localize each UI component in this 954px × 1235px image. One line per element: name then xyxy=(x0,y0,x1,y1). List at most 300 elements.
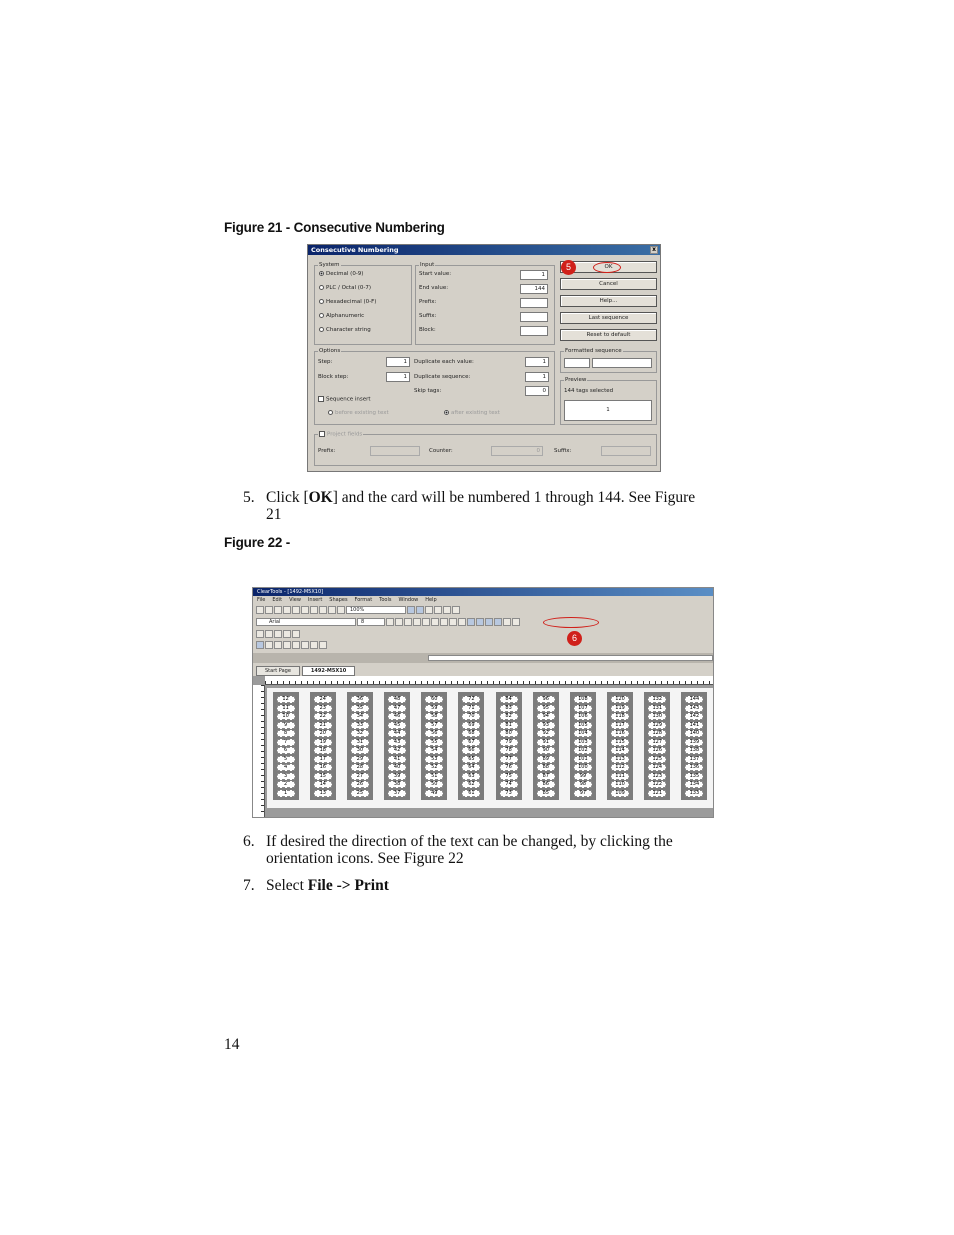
marker-column xyxy=(421,692,447,800)
marker-tag[interactable]: 16 xyxy=(314,764,332,771)
step-7 xyxy=(243,877,703,894)
marker-tag[interactable]: 121 xyxy=(648,790,666,797)
project-counter-input[interactable]: 0 xyxy=(491,446,543,456)
marker-tag[interactable]: 53 xyxy=(425,756,443,763)
preview-box: 1 xyxy=(564,400,652,421)
marker-tag[interactable]: 47 xyxy=(388,705,406,712)
dialog-title: Consecutive Numbering xyxy=(311,246,399,254)
figure-21-caption: Figure 21 - Consecutive Numbering xyxy=(224,220,445,235)
suffix-input[interactable] xyxy=(520,312,548,322)
marker-tag[interactable]: 133 xyxy=(685,790,703,797)
duplicate-sequence-input[interactable]: 1 xyxy=(525,372,549,382)
marker-column xyxy=(384,692,410,800)
radio-after-existing[interactable]: after existing text xyxy=(444,410,500,417)
shapes-toolbar xyxy=(256,641,327,650)
help-button[interactable]: Help... xyxy=(560,295,657,307)
valign-middle-icon[interactable] xyxy=(449,618,457,626)
marker-tag[interactable]: 118 xyxy=(611,713,629,720)
dialog-titlebar xyxy=(308,245,660,255)
start-value-input[interactable]: 1 xyxy=(520,270,548,280)
barcode-tool-icon[interactable] xyxy=(310,641,318,649)
copy-icon[interactable] xyxy=(310,606,318,614)
last-sequence-button[interactable]: Last sequence xyxy=(560,312,657,324)
marker-tag[interactable]: 29 xyxy=(351,756,369,763)
formatted-prefix-input[interactable] xyxy=(564,358,590,368)
radio-selected-icon xyxy=(444,410,449,415)
end-value-input[interactable]: 144 xyxy=(520,284,548,294)
tab-1492-m5x10[interactable]: 1492-M5X10 xyxy=(302,666,355,676)
orientation-180-icon[interactable] xyxy=(485,618,493,626)
marker-tag[interactable]: 73 xyxy=(500,790,518,797)
marker-tag[interactable]: 115 xyxy=(611,739,629,746)
marker-tag[interactable]: 4 xyxy=(277,764,295,771)
marker-tag[interactable]: 80 xyxy=(500,730,518,737)
marker-tag[interactable]: 1 xyxy=(277,790,295,797)
underline-icon[interactable] xyxy=(404,618,412,626)
checkbox-icon[interactable] xyxy=(319,431,325,437)
marker-tag[interactable]: 104 xyxy=(574,730,592,737)
marker-tag[interactable]: 142 xyxy=(685,713,703,720)
radio-decimal[interactable]: Decimal (0-9) xyxy=(319,271,363,278)
zoom-select[interactable]: 100% xyxy=(346,606,406,614)
marker-tag[interactable]: 112 xyxy=(611,764,629,771)
marker-tag[interactable]: 117 xyxy=(611,722,629,729)
marker-tag[interactable]: 138 xyxy=(685,747,703,754)
end-value-label: End value: xyxy=(419,285,449,291)
marker-tag[interactable]: 140 xyxy=(685,730,703,737)
marker-tag[interactable]: 58 xyxy=(425,713,443,720)
marker-tag[interactable]: 28 xyxy=(351,764,369,771)
select-icon[interactable] xyxy=(256,641,264,649)
ok-button[interactable]: OK xyxy=(560,261,657,273)
marker-tag[interactable]: 129 xyxy=(648,722,666,729)
marker-tag[interactable]: 54 xyxy=(425,747,443,754)
marker-tag[interactable]: 32 xyxy=(351,730,369,737)
orientation-highlight-ring xyxy=(543,617,599,628)
marker-tag[interactable]: 124 xyxy=(648,764,666,771)
marker-tag[interactable]: 66 xyxy=(462,747,480,754)
marker-tag[interactable]: 105 xyxy=(574,722,592,729)
page-number: 14 xyxy=(224,1036,240,1053)
marker-tag[interactable]: 116 xyxy=(611,730,629,737)
marker-tag[interactable]: 22 xyxy=(314,713,332,720)
marker-column xyxy=(681,692,707,800)
marker-tag[interactable]: 135 xyxy=(685,773,703,780)
project-fields-label: Project fields xyxy=(318,431,363,439)
text-tool-icon[interactable] xyxy=(265,641,273,649)
vertical-ruler xyxy=(253,685,265,818)
font-size-select[interactable]: 8 xyxy=(357,618,385,626)
marker-tag[interactable]: 126 xyxy=(648,747,666,754)
table-tool-icon[interactable] xyxy=(319,641,327,649)
marker-card xyxy=(267,688,713,808)
marker-tag[interactable]: 56 xyxy=(425,730,443,737)
block-step-input[interactable]: 1 xyxy=(386,372,410,382)
prefix-input[interactable] xyxy=(520,298,548,308)
menu-item-file[interactable]: File xyxy=(257,597,266,603)
duplicate-sequence-label: Duplicate sequence: xyxy=(414,374,471,380)
radio-icon xyxy=(328,410,333,415)
project-suffix-input[interactable] xyxy=(601,446,651,456)
marker-tag[interactable]: 131 xyxy=(648,705,666,712)
project-prefix-input[interactable] xyxy=(370,446,420,456)
marker-tag[interactable]: 79 xyxy=(500,739,518,746)
menu-item-edit[interactable]: Edit xyxy=(272,597,283,603)
marker-tag[interactable]: 27 xyxy=(351,773,369,780)
marker-tag[interactable]: 93 xyxy=(537,722,555,729)
marker-tag[interactable]: 3 xyxy=(277,773,295,780)
checkbox-icon xyxy=(318,396,324,402)
marker-tag[interactable]: 42 xyxy=(388,747,406,754)
step-6 xyxy=(243,833,703,867)
marker-tag[interactable]: 134 xyxy=(685,781,703,788)
marker-tag[interactable]: 88 xyxy=(537,764,555,771)
marker-tag[interactable]: 102 xyxy=(574,747,592,754)
marker-tag[interactable]: 60 xyxy=(425,696,443,703)
design-canvas[interactable] xyxy=(253,676,714,818)
marker-tag[interactable]: 95 xyxy=(537,705,555,712)
bold-icon[interactable] xyxy=(386,618,394,626)
orientation-90-icon[interactable] xyxy=(476,618,484,626)
open-icon[interactable] xyxy=(265,606,273,614)
marker-tag[interactable]: 8 xyxy=(277,730,295,737)
marker-tag[interactable]: 12 xyxy=(277,696,295,703)
menu-item-tools[interactable]: Tools xyxy=(379,597,392,603)
options-group-label: Options xyxy=(319,348,341,354)
cancel-button[interactable]: Cancel xyxy=(560,278,657,290)
marker-tag[interactable]: 65 xyxy=(462,756,480,763)
marker-tag[interactable]: 44 xyxy=(388,730,406,737)
valign-top-icon[interactable] xyxy=(440,618,448,626)
project-prefix-label: Prefix: xyxy=(318,448,336,454)
marker-tag[interactable]: 23 xyxy=(314,705,332,712)
marker-tag[interactable]: 100 xyxy=(574,764,592,771)
radio-before-existing[interactable]: before existing text xyxy=(328,410,389,417)
step-6-number: 6. xyxy=(243,833,255,850)
marker-tag[interactable]: 43 xyxy=(388,739,406,746)
close-icon[interactable]: x xyxy=(650,246,658,254)
italic-icon[interactable] xyxy=(395,618,403,626)
marker-tag[interactable]: 41 xyxy=(388,756,406,763)
ok-highlight-ring xyxy=(593,262,621,273)
marker-tag[interactable]: 24 xyxy=(314,696,332,703)
marker-tag[interactable]: 94 xyxy=(537,713,555,720)
marker-tag[interactable]: 57 xyxy=(425,722,443,729)
marker-tag[interactable]: 114 xyxy=(611,747,629,754)
marker-tag[interactable]: 99 xyxy=(574,773,592,780)
marker-tag[interactable]: 109 xyxy=(611,790,629,797)
image-tool-icon[interactable] xyxy=(274,641,282,649)
marker-tag[interactable]: 127 xyxy=(648,739,666,746)
grid-icon[interactable] xyxy=(425,606,433,614)
marker-tag[interactable]: 30 xyxy=(351,747,369,754)
marker-tag[interactable]: 82 xyxy=(500,713,518,720)
marker-tag[interactable]: 120 xyxy=(611,696,629,703)
marker-tag[interactable]: 91 xyxy=(537,739,555,746)
marker-tag[interactable]: 33 xyxy=(351,722,369,729)
line-tool-icon[interactable] xyxy=(292,641,300,649)
marker-tag[interactable]: 6 xyxy=(277,747,295,754)
marker-tag[interactable]: 139 xyxy=(685,739,703,746)
step-input[interactable]: 1 xyxy=(386,357,410,367)
shadow-icon[interactable] xyxy=(292,630,300,638)
marker-tag[interactable]: 70 xyxy=(462,713,480,720)
menu-item-view[interactable]: View xyxy=(289,597,301,603)
marker-tag[interactable]: 35 xyxy=(351,705,369,712)
paste-icon[interactable] xyxy=(319,606,327,614)
marker-tag[interactable]: 61 xyxy=(462,790,480,797)
horizontal-ruler xyxy=(265,676,714,685)
marker-tag[interactable]: 40 xyxy=(388,764,406,771)
marker-tag[interactable]: 75 xyxy=(500,773,518,780)
print-icon[interactable] xyxy=(283,606,291,614)
marker-tag[interactable]: 76 xyxy=(500,764,518,771)
duplicate-each-input[interactable]: 1 xyxy=(525,357,549,367)
drawing-toolbar xyxy=(256,630,300,639)
marker-tag[interactable]: 15 xyxy=(314,773,332,780)
skip-tags-label: Skip tags: xyxy=(414,388,442,394)
new-icon[interactable] xyxy=(256,606,264,614)
marker-tag[interactable]: 25 xyxy=(351,790,369,797)
marker-tag[interactable]: 81 xyxy=(500,722,518,729)
menu-item-help[interactable]: Help xyxy=(425,597,437,603)
marker-tag[interactable]: 144 xyxy=(685,696,703,703)
zoom-in-icon[interactable] xyxy=(407,606,415,614)
marker-tag[interactable]: 97 xyxy=(574,790,592,797)
marker-tag[interactable]: 36 xyxy=(351,696,369,703)
marker-column xyxy=(458,692,484,800)
marker-tag[interactable]: 137 xyxy=(685,756,703,763)
marker-tag[interactable]: 20 xyxy=(314,730,332,737)
marker-tag[interactable]: 13 xyxy=(314,790,332,797)
duplicate-each-label: Duplicate each value: xyxy=(414,359,474,365)
marker-tag[interactable]: 78 xyxy=(500,747,518,754)
marker-tag[interactable]: 107 xyxy=(574,705,592,712)
marker-tag[interactable]: 106 xyxy=(574,713,592,720)
marker-tag[interactable]: 103 xyxy=(574,739,592,746)
zoom-out-icon[interactable] xyxy=(416,606,424,614)
marker-tag[interactable]: 92 xyxy=(537,730,555,737)
align-icon[interactable] xyxy=(434,606,442,614)
marker-tag[interactable]: 21 xyxy=(314,722,332,729)
marker-tag[interactable]: 130 xyxy=(648,713,666,720)
marker-column xyxy=(570,692,596,800)
standard-toolbar xyxy=(256,606,460,615)
radio-hexadecimal[interactable]: Hexadecimal (0-F) xyxy=(319,299,376,306)
marker-tag[interactable]: 113 xyxy=(611,756,629,763)
marker-tag[interactable]: 123 xyxy=(648,773,666,780)
sequence-insert-checkbox[interactable]: Sequence insert xyxy=(318,396,371,404)
marker-tag[interactable]: 48 xyxy=(388,696,406,703)
marker-column xyxy=(496,692,522,800)
undo-icon[interactable] xyxy=(328,606,336,614)
document-tabs xyxy=(256,666,355,676)
menu-item-insert[interactable]: Insert xyxy=(307,597,323,603)
figure-22-caption: Figure 22 - xyxy=(224,535,291,550)
radio-icon xyxy=(319,285,324,290)
align-center-icon[interactable] xyxy=(422,618,430,626)
marker-tag[interactable]: 14 xyxy=(314,781,332,788)
format-toolbar xyxy=(256,618,520,627)
menu-item-shapes[interactable]: Shapes xyxy=(329,597,348,603)
fill-color-icon[interactable] xyxy=(512,618,520,626)
marker-tag[interactable]: 101 xyxy=(574,756,592,763)
marker-tag[interactable]: 69 xyxy=(462,722,480,729)
formatted-sequence-input[interactable] xyxy=(592,358,652,368)
marker-tag[interactable]: 83 xyxy=(500,705,518,712)
marker-tag[interactable]: 18 xyxy=(314,747,332,754)
marker-tag[interactable]: 141 xyxy=(685,722,703,729)
rectangle-tool-icon[interactable] xyxy=(283,641,291,649)
radio-character-string[interactable]: Character string xyxy=(319,327,371,334)
marker-tag[interactable]: 38 xyxy=(388,781,406,788)
marker-tag[interactable]: 17 xyxy=(314,756,332,763)
marker-tag[interactable]: 7 xyxy=(277,739,295,746)
marker-tag[interactable]: 122 xyxy=(648,781,666,788)
preview-icon[interactable] xyxy=(292,606,300,614)
marker-tag[interactable]: 132 xyxy=(648,696,666,703)
marker-tag[interactable]: 50 xyxy=(425,781,443,788)
marker-column xyxy=(644,692,670,800)
marker-tag[interactable]: 10 xyxy=(277,713,295,720)
marker-tag[interactable]: 11 xyxy=(277,705,295,712)
menu-item-format[interactable]: Format xyxy=(354,597,373,603)
marker-tag[interactable]: 119 xyxy=(611,705,629,712)
start-value-label: Start value: xyxy=(419,271,452,277)
app-menubar xyxy=(253,596,713,605)
align-right-icon[interactable] xyxy=(431,618,439,626)
marker-tag[interactable]: 71 xyxy=(462,705,480,712)
orientation-270-icon[interactable] xyxy=(494,618,502,626)
marker-tag[interactable]: 136 xyxy=(685,764,703,771)
marker-tag[interactable]: 125 xyxy=(648,756,666,763)
marker-tag[interactable]: 55 xyxy=(425,739,443,746)
skip-tags-input[interactable]: 0 xyxy=(525,386,549,396)
callout-5: 5 xyxy=(561,260,576,275)
orientation-0-icon[interactable] xyxy=(467,618,475,626)
marker-column xyxy=(607,692,633,800)
prefix-label: Prefix: xyxy=(419,299,437,305)
marker-tag[interactable]: 62 xyxy=(462,781,480,788)
reset-default-button[interactable]: Reset to default xyxy=(560,329,657,341)
marker-tag[interactable]: 2 xyxy=(277,781,295,788)
radio-alphanumeric[interactable]: Alphanumeric xyxy=(319,313,364,320)
preview-label: Preview xyxy=(565,377,587,383)
marker-tag[interactable]: 5 xyxy=(277,756,295,763)
marker-tag[interactable]: 39 xyxy=(388,773,406,780)
font-select[interactable]: Arial xyxy=(256,618,356,626)
radio-icon xyxy=(319,313,324,318)
formatted-sequence-label: Formatted sequence xyxy=(565,348,622,354)
redo-icon[interactable] xyxy=(337,606,345,614)
marker-tag[interactable]: 86 xyxy=(537,781,555,788)
marker-column xyxy=(310,692,336,800)
radio-icon xyxy=(319,299,324,304)
align-left-icon[interactable] xyxy=(413,618,421,626)
step-5-text: Click [OK] and the card will be numbered 1 through 144. See Figure 21 xyxy=(266,489,696,523)
marker-tag[interactable]: 98 xyxy=(574,781,592,788)
step-label: Step: xyxy=(318,359,333,365)
project-suffix-label: Suffix: xyxy=(554,448,572,454)
line-width-icon[interactable] xyxy=(265,630,273,638)
marker-tag[interactable]: 128 xyxy=(648,730,666,737)
step-5 xyxy=(243,489,703,523)
document-strip xyxy=(253,653,714,663)
marker-tag[interactable]: 67 xyxy=(462,739,480,746)
project-counter-label: Counter: xyxy=(429,448,453,454)
block-input[interactable] xyxy=(520,326,548,336)
tab-start-page[interactable]: Start Page xyxy=(256,666,300,676)
marker-tag[interactable]: 37 xyxy=(388,790,406,797)
marker-column xyxy=(533,692,559,800)
system-group-label: System xyxy=(319,262,340,268)
block-label: Block: xyxy=(419,327,436,333)
marker-tag[interactable]: 74 xyxy=(500,781,518,788)
marker-tag[interactable]: 26 xyxy=(351,781,369,788)
horizontal-scrollbar[interactable] xyxy=(428,655,713,661)
marker-tag[interactable]: 84 xyxy=(500,696,518,703)
marker-tag[interactable]: 9 xyxy=(277,722,295,729)
marker-tag[interactable]: 111 xyxy=(611,773,629,780)
radio-plc-octal[interactable]: PLC / Octal (0-7) xyxy=(319,285,371,292)
consecutive-numbering-dialog xyxy=(307,244,661,472)
help-icon[interactable] xyxy=(452,606,460,614)
block-step-label: Block step: xyxy=(318,374,349,380)
callout-6: 6 xyxy=(567,631,582,646)
marker-tag[interactable]: 85 xyxy=(537,790,555,797)
step-7-text: Select File -> Print xyxy=(266,877,389,894)
marker-tag[interactable]: 68 xyxy=(462,730,480,737)
step-7-number: 7. xyxy=(243,877,255,894)
marker-tag[interactable]: 77 xyxy=(500,756,518,763)
marker-tag[interactable]: 52 xyxy=(425,764,443,771)
marker-tag[interactable]: 59 xyxy=(425,705,443,712)
marker-tag[interactable]: 64 xyxy=(462,764,480,771)
cut-icon[interactable] xyxy=(301,606,309,614)
input-group-label: Input xyxy=(420,262,435,268)
marker-column xyxy=(273,692,299,800)
marker-tag[interactable]: 51 xyxy=(425,773,443,780)
suffix-label: Suffix: xyxy=(419,313,437,319)
fill-icon[interactable] xyxy=(283,630,291,638)
marker-tag[interactable]: 63 xyxy=(462,773,480,780)
marker-tag[interactable]: 31 xyxy=(351,739,369,746)
marker-tag[interactable]: 87 xyxy=(537,773,555,780)
marker-tag[interactable]: 110 xyxy=(611,781,629,788)
line-style-icon[interactable] xyxy=(256,630,264,638)
marker-tag[interactable]: 46 xyxy=(388,713,406,720)
layout-icon[interactable] xyxy=(443,606,451,614)
dash-icon[interactable] xyxy=(274,630,282,638)
marker-tag[interactable]: 108 xyxy=(574,696,592,703)
ellipse-tool-icon[interactable] xyxy=(301,641,309,649)
menu-item-window[interactable]: Window xyxy=(398,597,419,603)
marker-tag[interactable]: 89 xyxy=(537,756,555,763)
marker-tag[interactable]: 90 xyxy=(537,747,555,754)
marker-tag[interactable]: 49 xyxy=(425,790,443,797)
cleartools-window xyxy=(252,587,714,818)
marker-tag[interactable]: 72 xyxy=(462,696,480,703)
marker-tag[interactable]: 143 xyxy=(685,705,703,712)
marker-tag[interactable]: 96 xyxy=(537,696,555,703)
valign-bottom-icon[interactable] xyxy=(458,618,466,626)
radio-icon xyxy=(319,327,324,332)
marker-tag[interactable]: 34 xyxy=(351,713,369,720)
font-color-icon[interactable] xyxy=(503,618,511,626)
save-icon[interactable] xyxy=(274,606,282,614)
marker-tag[interactable]: 45 xyxy=(388,722,406,729)
marker-tag[interactable]: 19 xyxy=(314,739,332,746)
